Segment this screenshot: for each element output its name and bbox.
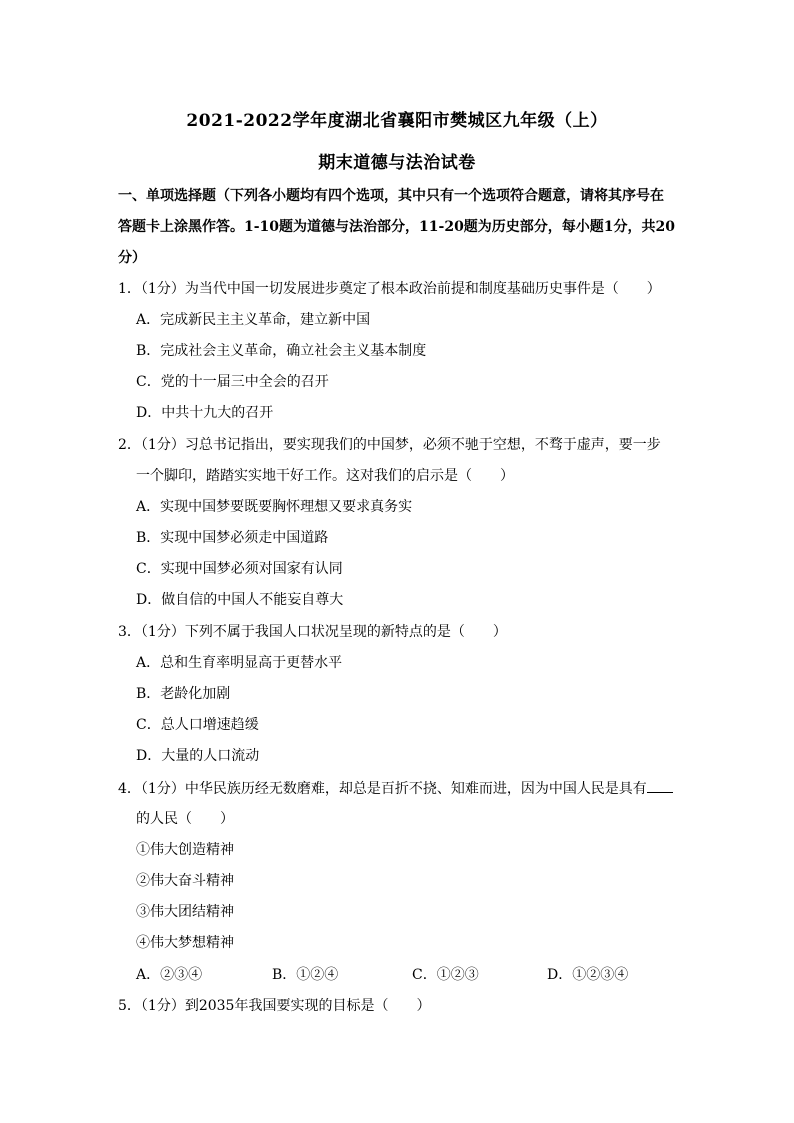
question-1-option-d: D．中共十九大的召开	[136, 405, 274, 421]
question-5-stem: 5．（1分）到2035年我国要实现的目标是（ ）	[118, 998, 431, 1014]
question-1-stem: 1．（1分）为当代中国一切发展进步奠定了根本政治前提和制度基础历史事件是（ ）	[118, 281, 661, 297]
question-2-option-b: B．实现中国梦必须走中国道路	[136, 530, 329, 546]
section-instructions-line-3: 分）	[118, 250, 146, 266]
question-2-stem-line-2: 一个脚印，踏踏实实地干好工作。这对我们的启示是（ ）	[136, 468, 514, 484]
question-1-option-a: A．完成新民主主义革命，建立新中国	[136, 312, 371, 328]
question-3-option-b: B．老龄化加剧	[136, 686, 231, 702]
question-4-item-4: ④伟大梦想精神	[136, 935, 234, 951]
question-2-option-a: A．实现中国梦要既要胸怀理想又要求真务实	[136, 499, 413, 515]
question-4-item-1: ①伟大创造精神	[136, 842, 234, 858]
question-3-stem: 3．（1分）下列不属于我国人口状况呈现的新特点的是（ ）	[118, 624, 507, 640]
question-4-item-2: ②伟大奋斗精神	[136, 873, 234, 889]
question-3-option-d: D．大量的人口流动	[136, 748, 260, 764]
question-3-option-a: A．总和生育率明显高于更替水平	[136, 655, 343, 671]
question-1-option-b: B．完成社会主义革命，确立社会主义基本制度	[136, 343, 427, 359]
question-4-stem-text: 4．（1分）中华民族历经无数磨难，却总是百折不挠、知难而进，因为中国人民是具有	[118, 781, 647, 797]
question-2-stem-line-1: 2．（1分）习总书记指出，要实现我们的中国梦，必须不驰于空想，不骛于虚声，要一步	[118, 437, 661, 453]
question-4-stem-line-2: 的人民（ ）	[136, 811, 234, 827]
section-instructions-line-2: 答题卡上涂黑作答。1-10题为道德与法治部分，11-20题为历史部分，每小题1分，共20	[118, 219, 676, 235]
answer-blank	[647, 778, 673, 793]
question-3-option-c: C．总人口增速趋缓	[136, 717, 259, 733]
exam-subtitle: 期末道德与法治试卷	[318, 153, 476, 173]
exam-title: 2021-2022学年度湖北省襄阳市樊城区九年级（上）	[186, 111, 608, 131]
question-4-option-b: B．①②④	[272, 967, 339, 983]
section-instructions-line-1: 一、单项选择题（下列各小题均有四个选项，其中只有一个选项符合题意，请将其序号在	[118, 188, 664, 204]
question-1-option-c: C．党的十一届三中全会的召开	[136, 374, 329, 390]
question-4-option-a: A．②③④	[136, 967, 203, 983]
question-4-option-d: D．①②③④	[547, 967, 629, 983]
question-4-stem-line-1	[118, 778, 673, 799]
question-4-item-3: ③伟大团结精神	[136, 904, 234, 920]
question-2-option-d: D．做自信的中国人不能妄自尊大	[136, 592, 344, 608]
question-4-option-c: C．①②③	[412, 967, 479, 983]
question-2-option-c: C．实现中国梦必须对国家有认同	[136, 561, 343, 577]
